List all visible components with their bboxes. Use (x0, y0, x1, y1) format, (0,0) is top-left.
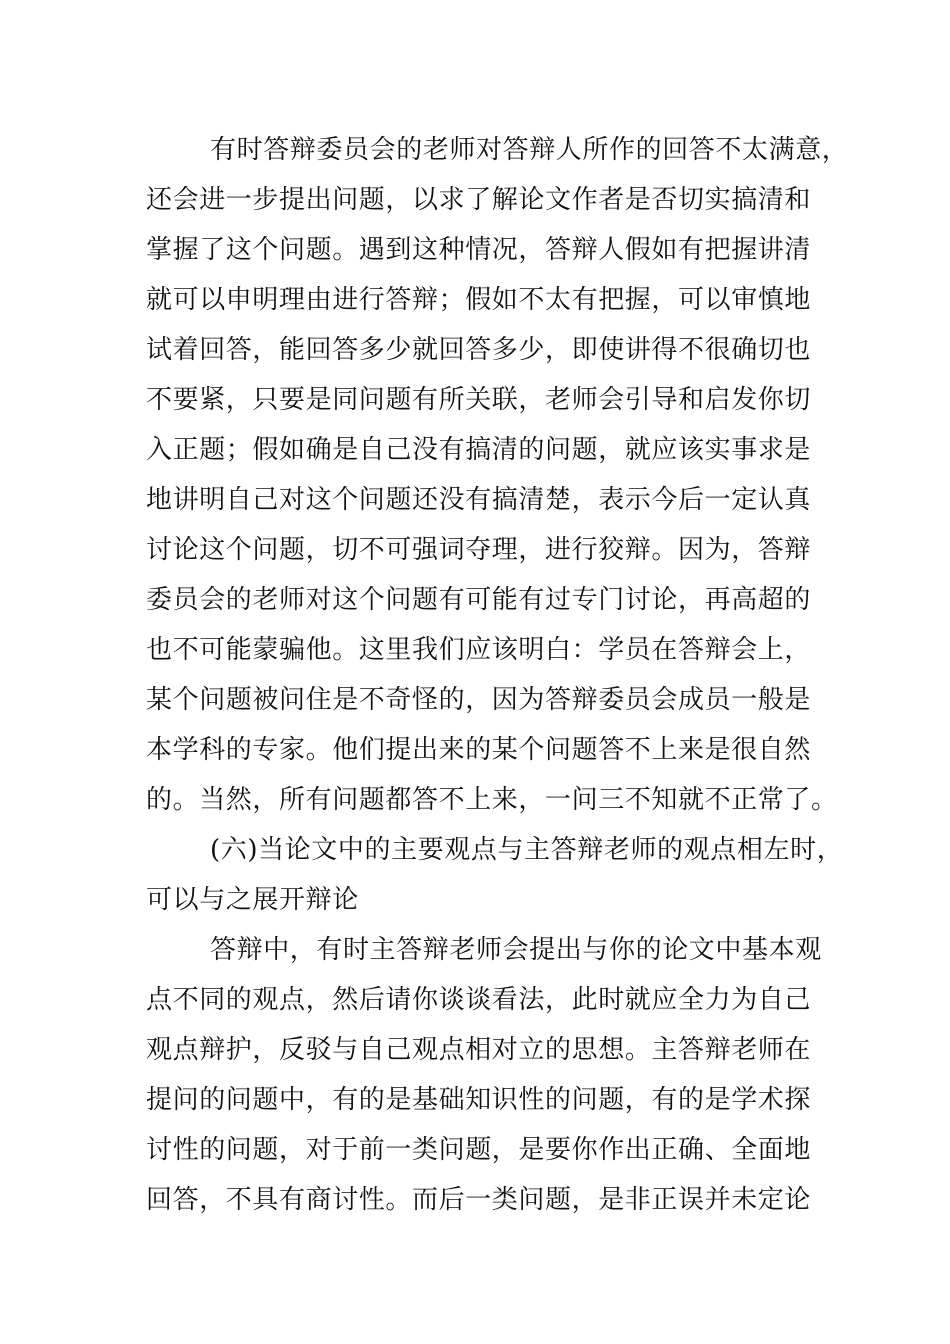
paragraph-line: 还会进一步提出问题，以求了解论文作者是否切实搞清和 (146, 185, 812, 215)
paragraph-line: 掌握了这个问题。遇到这种情况，答辩人假如有把握讲清 (146, 235, 812, 265)
paragraph-line: 不要紧，只要是同问题有所关联，老师会引导和启发你切 (146, 385, 812, 415)
paragraph-line: 也不可能蒙骗他。这里我们应该明白：学员在答辩会上， (146, 635, 812, 665)
paragraph-line: 有时答辩委员会的老师对答辩人所作的回答不太满意， (210, 135, 849, 165)
paragraph-line: 地讲明自己对这个问题还没有搞清楚，表示今后一定认真 (146, 485, 812, 515)
paragraph-line: 就可以申明理由进行答辩；假如不太有把握，可以审慎地 (146, 285, 812, 315)
section-heading-line: 可以与之展开辩论 (146, 885, 359, 915)
paragraph-line: 讨论这个问题，切不可强词夺理，进行狡辩。因为，答辩 (146, 535, 812, 565)
paragraph-line: 点不同的观点，然后请你谈谈看法，此时就应全力为自己 (146, 985, 812, 1015)
paragraph-line: 讨性的问题，对于前一类问题，是要你作出正确、全面地 (146, 1135, 812, 1165)
section-heading-line: (六)当论文中的主要观点与主答辩老师的观点相左时， (210, 835, 844, 865)
paragraph-line: 某个问题被问住是不奇怪的，因为答辩委员会成员一般是 (146, 685, 812, 715)
paragraph-line: 本学科的专家。他们提出来的某个问题答不上来是很自然 (146, 735, 812, 765)
paragraph-line: 委员会的老师对这个问题有可能有过专门讨论，再高超的 (146, 585, 812, 615)
paragraph-line: 的。当然，所有问题都答不上来，一问三不知就不正常了。 (146, 785, 838, 815)
paragraph-line: 试着回答，能回答多少就回答多少，即使讲得不很确切也 (146, 335, 812, 365)
paragraph-line: 答辩中，有时主答辩老师会提出与你的论文中基本观 (210, 935, 822, 965)
paragraph-line: 回答，不具有商讨性。而后一类问题，是非正误并未定论 (146, 1185, 812, 1215)
paragraph-line: 观点辩护，反驳与自己观点相对立的思想。主答辩老师在 (146, 1035, 812, 1065)
paragraph-line: 提问的问题中，有的是基础知识性的问题，有的是学术探 (146, 1085, 812, 1115)
paragraph-line: 入正题；假如确是自己没有搞清的问题，就应该实事求是 (146, 435, 812, 465)
